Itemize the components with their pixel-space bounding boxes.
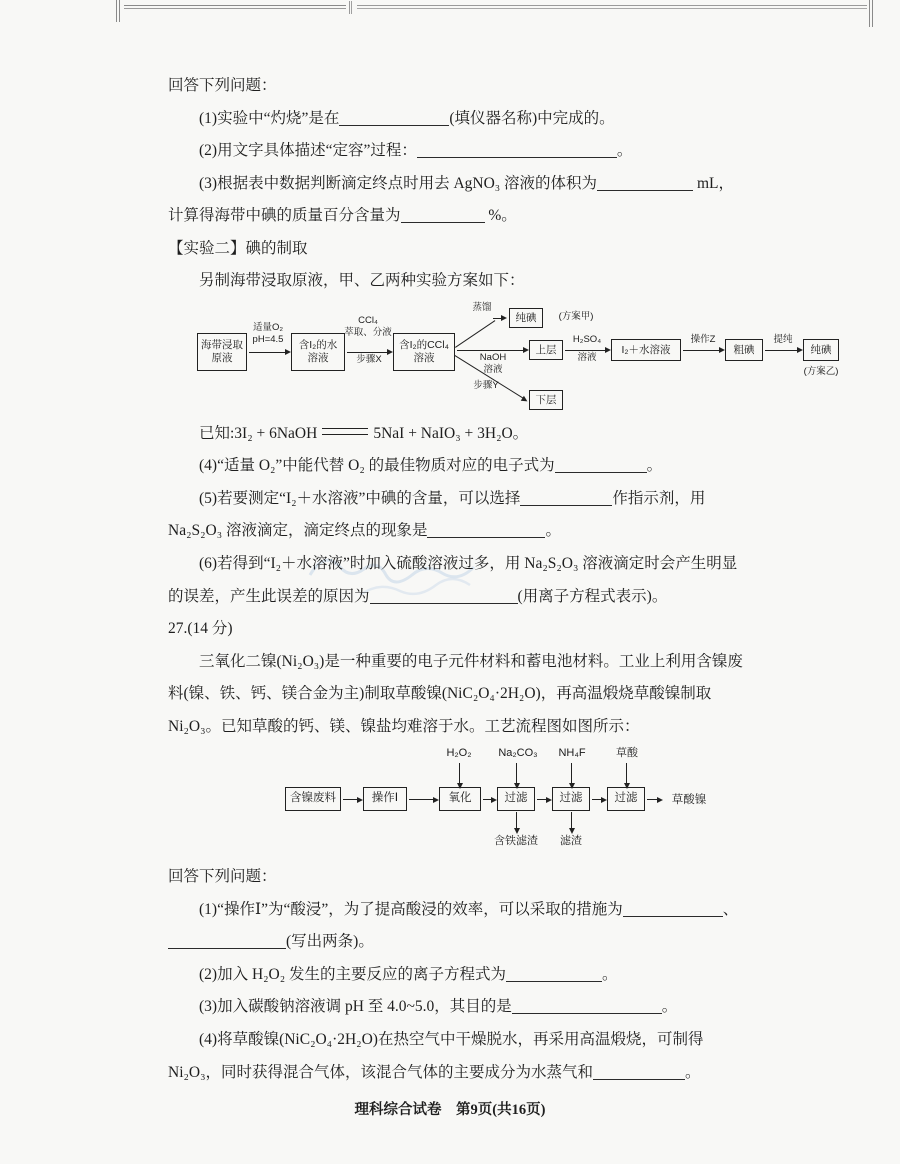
flow-box-filter-3: 过滤 [607, 787, 645, 811]
text-segment: mL，计算得海带中碘的质量百分含量为 [168, 174, 734, 225]
flow-down-arrow-icon [571, 812, 572, 832]
text-segment: 。 [646, 457, 663, 475]
question-27-3 [168, 991, 746, 1024]
answer-blank [555, 457, 647, 473]
page-body [168, 70, 839, 1089]
text-segment: (用离子方程式表示)。 [517, 587, 668, 605]
text-segment: 作指示剂，用 Na₂S₂O₃ 溶液滴定，滴定终点的现象是 [168, 489, 706, 540]
question-5 [168, 483, 746, 548]
flow-label-distill: 蒸馏 [472, 301, 492, 313]
text-segment: (2)加入 H₂O₂ 发生的主要反应的离子方程式为 [199, 965, 507, 983]
text-segment: 已知:3I₂ + 6NaOH [199, 424, 318, 442]
flow-box-i2-water: 含I₂的水溶液 [291, 333, 345, 371]
answer-blank [401, 207, 485, 223]
answer-blank [520, 490, 612, 506]
text-segment: 另制海带浸取原液，甲、乙两种实验方案如下： [199, 272, 525, 290]
flow-down-arrow-icon [459, 763, 460, 787]
flow-arrow-icon [249, 352, 289, 353]
question-2 [168, 135, 746, 168]
question-27-2 [168, 959, 746, 992]
flow-label-ccl4-extract [335, 315, 401, 339]
flow-box-oxidation: 氧化 [439, 787, 481, 811]
flow-label-h2so4: H₂SO₄ [572, 333, 602, 345]
text-segment: 【实验二】碘的制取 [168, 239, 308, 257]
flow-label-nh4f: NH₄F [558, 747, 586, 760]
equation-double-line-icon [322, 428, 368, 435]
text-segment: (3)根据表中数据判断滴定终点时用去 AgNO₃ 溶液的体积为 [199, 174, 598, 192]
text-segment: 回答下列问题： [168, 77, 277, 94]
flow-label-iron-residue: 含铁滤渣 [494, 835, 538, 848]
flow-label-h2so4-solution: 溶液 [577, 351, 597, 363]
flow-label-h2o2: H₂O₂ [446, 747, 472, 760]
flow-arrow-icon [457, 350, 527, 351]
flow-label-operation-z: 操作Z [690, 333, 716, 345]
flow-label-nickel-oxalate: 草酸镍 [671, 794, 707, 807]
text-segment: 27.(14 分) [168, 620, 233, 638]
lead-line-27 [168, 861, 746, 894]
text-segment: (3)加入碳酸钠溶液调 pH 至 4.0~5.0，其目的是 [199, 998, 512, 1016]
lead-line [168, 70, 746, 103]
experiment-2-heading [168, 233, 746, 266]
flow-box-nickel-waste: 含镍废料 [285, 787, 341, 811]
flow-box-operation-1: 操作Ⅰ [363, 787, 407, 811]
text-segment: 溶液 [483, 363, 503, 375]
text-segment: CCl₄ [358, 314, 378, 326]
text-segment: 。 [661, 998, 678, 1016]
text-segment: 。 [602, 965, 618, 983]
text-segment: 5NaI + NaIO₃ + 3H₂O。 [373, 424, 529, 442]
text-segment: 。 [685, 1063, 701, 1081]
answer-blank [339, 109, 449, 125]
flow-arrow-icon [347, 352, 391, 353]
question-27-heading [168, 613, 746, 646]
answer-blank [427, 522, 545, 538]
flow-label-step-y: 步骤Y [473, 379, 499, 391]
flow-box-filter-1: 过滤 [497, 787, 535, 811]
question-4 [168, 450, 746, 483]
flow-label-scheme-a: (方案甲) [558, 310, 594, 322]
text-segment: 三氧化二镍(Ni₂O₃)是一种重要的电子元件材料和蓄电池材料。工业上利用含镍废料(镍、铁、钙、镁合金为主)制取草酸镍(NiC₂O₄·2H₂O)，再高温煅烧草酸镍制取Ni₂O₃。已知草酸的钙、镁、镍盐均难溶于水。工艺流程图如图所示： [168, 652, 743, 735]
flow-arrow-icon [592, 799, 605, 800]
question-27-intro [168, 646, 746, 744]
flow-label-naoh [473, 352, 513, 376]
flow-arrow-icon [343, 799, 361, 800]
experiment-2-intro [168, 265, 746, 298]
text-segment: (写出两条)。 [286, 933, 374, 951]
flow-arrow-icon [683, 350, 723, 351]
text-segment: (1)“操作Ⅰ”为“酸浸”，为了提高酸浸的效率，可以采取的措施为 [199, 900, 623, 918]
answer-blank [370, 587, 518, 603]
known-equation [168, 418, 746, 451]
flow-label-residue: 滤渣 [560, 835, 582, 848]
text-segment: %。 [484, 207, 517, 225]
flow-box-crude-iodine: 粗碘 [725, 339, 763, 361]
answer-blank [597, 174, 693, 190]
flow-box-pure-iodine-a: 纯碘 [509, 308, 543, 328]
flowchart-nickel-process [285, 745, 725, 859]
answer-blank [593, 1063, 685, 1079]
scan-frame-mark [869, 0, 873, 27]
flow-label-purify: 提纯 [773, 333, 793, 345]
flow-down-arrow-icon [516, 812, 517, 832]
text-segment: (2)用文字具体描述“定容”过程： [199, 142, 417, 160]
flow-arrow-icon [765, 350, 801, 351]
question-3 [168, 168, 746, 233]
text-segment: 适量O₂ [252, 321, 284, 333]
page-footer: 理科综合试卷 第9页(共16页) [354, 1102, 546, 1118]
answer-blank [512, 998, 662, 1014]
answer-blank [506, 966, 602, 982]
flow-arrow-icon [483, 799, 495, 800]
text-segment: 萃取、分液 [344, 326, 392, 338]
text-segment: pH=4.5 [252, 333, 284, 345]
flow-box-lower-layer: 下层 [529, 390, 563, 410]
flow-label-na2co3: Na₂CO₃ [498, 747, 538, 760]
flow-box-pure-iodine-b: 纯碘 [803, 339, 839, 361]
scan-frame-mark [349, 1, 352, 14]
text-segment: NaOH [479, 351, 507, 363]
flow-down-arrow-icon [571, 763, 572, 787]
flow-label-scheme-b: (方案乙) [803, 365, 839, 377]
flow-box-upper-layer: 上层 [529, 340, 563, 360]
flowchart-iodine-extraction [197, 302, 852, 416]
flow-arrow-icon [647, 799, 661, 800]
text-segment: 。 [545, 522, 561, 540]
text-segment: (填仪器名称)中完成的。 [449, 109, 615, 127]
flow-line-icon [455, 320, 495, 348]
flow-box-i2-ccl4: 含I₂的CCl₄溶液 [393, 333, 455, 371]
flow-label-oxalic-acid: 草酸 [616, 747, 638, 760]
answer-blank [417, 142, 617, 158]
text-segment: (4)将草酸镍(NiC₂O₄·2H₂O)在热空气中干燥脱水，再采用高温煅烧，可制得 Ni₂O₃，同时获得混合气体，该混合气体的主要成分为水蒸气和 [168, 1031, 704, 1081]
answer-blank [168, 933, 286, 949]
flow-arrow-icon [537, 799, 550, 800]
scan-frame-mark [357, 5, 867, 9]
text-segment: (6)若得到“I₂＋水溶液”时加入硫酸溶液过多，用 Na₂S₂O₃ 溶液滴定时会产生明显的误差，产生此误差的原因为 [168, 555, 738, 605]
answer-blank [623, 901, 723, 917]
question-1 [168, 103, 746, 136]
flow-down-arrow-icon [626, 763, 627, 787]
question-27-4 [168, 1024, 746, 1089]
text-segment: 、 [722, 900, 739, 918]
flow-arrow-icon [565, 350, 609, 351]
text-segment: 回答下列问题： [168, 868, 277, 886]
text-segment: (4)“适量 O₂”中能代替 O₂ 的最佳物质对应的电子式为 [199, 457, 555, 475]
text-segment: (5)若要测定“I₂＋水溶液”中碘的含量，可以选择 [199, 489, 521, 507]
scan-frame-mark [124, 5, 346, 9]
question-6 [168, 548, 746, 613]
flow-box-i2-plus-water: I₂＋水溶液 [611, 339, 681, 361]
question-27-1 [168, 894, 746, 959]
text-segment: (1)实验中“灼烧”是在 [199, 109, 340, 127]
scan-frame-mark [116, 0, 120, 22]
flow-down-arrow-icon [516, 763, 517, 787]
flow-box-filter-2: 过滤 [552, 787, 590, 811]
flow-arrow-icon [409, 799, 437, 800]
text-segment: 。 [616, 142, 633, 160]
flow-label-oxygen-ph [241, 322, 295, 346]
flow-box-seaweed-extract: 海带浸取原液 [197, 333, 247, 371]
flow-arrow-icon [493, 318, 505, 319]
flow-label-step-x: 步骤X [356, 353, 382, 365]
